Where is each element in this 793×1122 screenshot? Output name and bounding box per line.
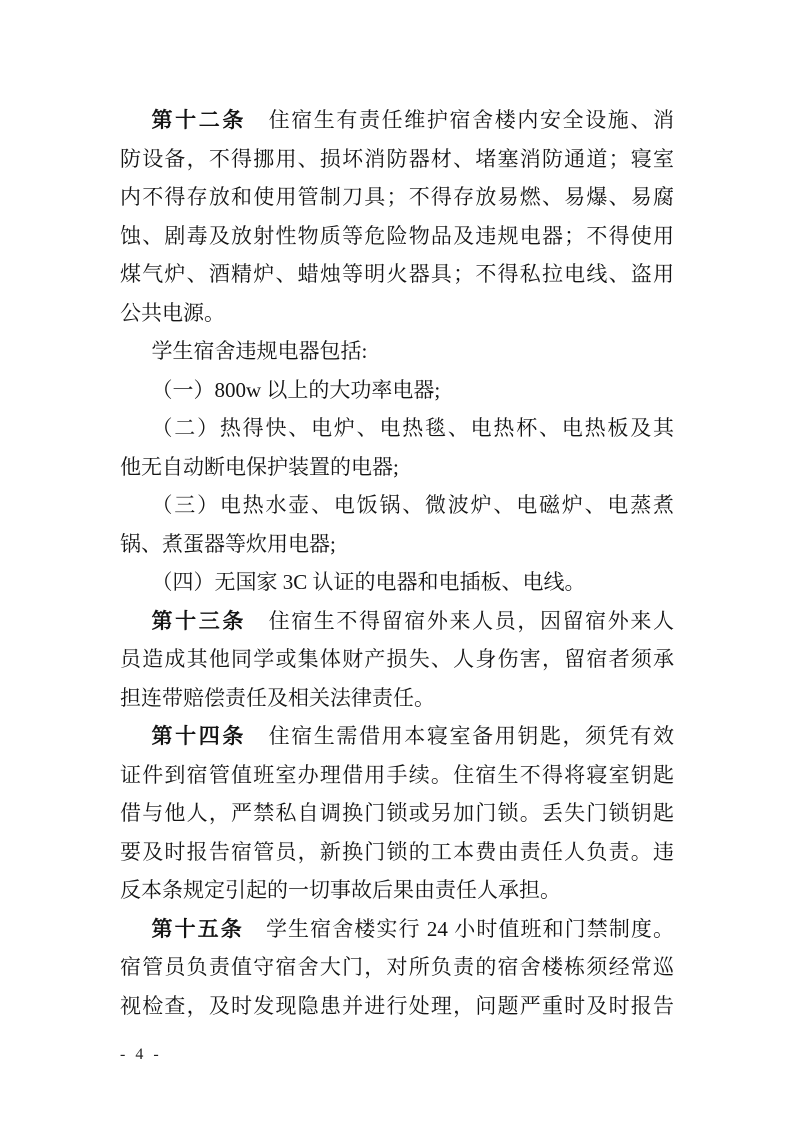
text-line <box>120 640 674 679</box>
text-line <box>120 371 674 410</box>
text-line <box>120 409 674 448</box>
line-text: 住宿生需借用本寝室备用钥匙，须凭有效 <box>245 724 674 748</box>
line-text: 宿管员负责值守宿舍大门，对所负责的宿舍楼栋须经常巡 <box>120 955 674 979</box>
text-line <box>120 833 674 872</box>
text-line <box>120 794 674 833</box>
article-number-heading: 第十三条 <box>151 608 246 633</box>
page-footer <box>120 1043 162 1067</box>
document-body <box>120 101 674 1025</box>
line-text: 住宿生有责任维护宿舍楼内安全设施、消 <box>245 108 674 132</box>
text-line <box>120 486 674 525</box>
article-number-heading: 第十二条 <box>151 108 246 132</box>
text-line <box>120 987 674 1026</box>
line-text: 公共电源。 <box>120 300 225 325</box>
text-line <box>120 602 674 641</box>
article-number-heading: 第十五条 <box>151 916 244 941</box>
line-text: 他无自动断电保护装置的电器; <box>120 454 399 479</box>
line-text: 蚀、剧毒及放射性物质等危险物品及违规电器；不得使用 <box>120 223 674 248</box>
text-line <box>120 255 674 294</box>
text-line <box>120 178 674 217</box>
article-number-heading: 第十四条 <box>151 724 246 748</box>
line-text: 借与他人，严禁私自调换门锁或另加门锁。丢失门锁钥匙 <box>120 801 674 825</box>
line-text: （四）无国家 3C 认证的电器和电插板、电线。 <box>151 570 586 594</box>
text-line <box>120 910 674 949</box>
line-text: 学生宿舍楼实行 24 小时值班和门禁制度。 <box>243 916 674 941</box>
line-text: 反本条规定引起的一切事故后果由责任人承担。 <box>120 878 561 902</box>
line-text: 学生宿舍违规电器包括: <box>151 339 368 363</box>
line-text: 要及时报告宿管员，新换门锁的工本费由责任人负责。违 <box>120 839 674 864</box>
text-line <box>120 717 674 756</box>
line-text: 员造成其他同学或集体财产损失、人身伤害，留宿者须承 <box>120 647 674 671</box>
line-text: 担连带赔偿责任及相关法律责任。 <box>120 685 435 710</box>
line-text: 住宿生不得留宿外来人员，因留宿外来人 <box>245 608 674 633</box>
text-line <box>120 948 674 987</box>
text-line <box>120 448 674 487</box>
page-number: - 4 - <box>120 1046 162 1063</box>
line-text: 证件到宿管值班室办理借用手续。住宿生不得将寝室钥匙 <box>120 762 674 787</box>
line-text: （二）热得快、电炉、电热毯、电热杯、电热板及其 <box>151 416 674 440</box>
text-line <box>120 140 674 179</box>
line-text: （一）800w 以上的大功率电器; <box>151 377 441 402</box>
text-line <box>120 101 674 140</box>
text-line <box>120 525 674 564</box>
line-text: 锅、煮蛋器等炊用电器; <box>120 531 336 556</box>
line-text: 煤气炉、酒精炉、蜡烛等明火器具；不得私拉电线、盗用 <box>120 262 674 286</box>
text-line <box>120 563 674 602</box>
line-text: 内不得存放和使用管制刀具；不得存放易燃、易爆、易腐 <box>120 185 674 209</box>
text-line <box>120 217 674 256</box>
text-line <box>120 294 674 333</box>
text-line <box>120 332 674 371</box>
line-text: （三）电热水壶、电饭锅、微波炉、电磁炉、电蒸煮 <box>151 493 674 517</box>
line-text: 防设备，不得挪用、损坏消防器材、堵塞消防通道；寝室 <box>120 146 674 171</box>
text-line <box>120 871 674 910</box>
text-line <box>120 756 674 795</box>
line-text: 视检查，及时发现隐患并进行处理，问题严重时及时报告 <box>120 993 674 1018</box>
text-line <box>120 679 674 718</box>
